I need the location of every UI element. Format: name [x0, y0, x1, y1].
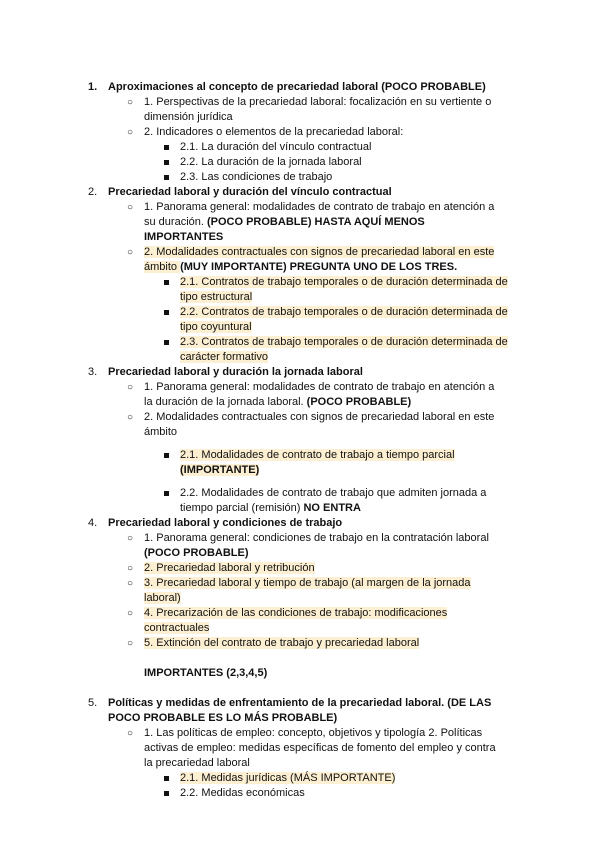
section-title: Políticas y medidas de enfrentamiento de la precariedad laboral. (DE LAS POCO PROBABLE ES LO MÁS PROBABLE): [108, 697, 492, 724]
section-title: Precariedad laboral y duración la jornada laboral: [108, 366, 363, 378]
section-title: Precariedad laboral y duración del vínculo contractual: [108, 186, 392, 198]
square-bullet-icon: [164, 791, 169, 796]
list-subitem: [0, 786, 600, 801]
item-text: 4. Precarización de las condiciones de trabajo: modificaciones contractuales: [144, 607, 448, 634]
important-note: IMPORTANTES (2,3,4,5): [144, 667, 268, 679]
list-item-highlighted: [0, 636, 600, 651]
section-1-heading: [0, 80, 600, 95]
item-note: (IMPORTANTE): [180, 464, 260, 476]
item-text: 2.3. Contratos de trabajo temporales o de duración determinada de carácter formativo: [180, 336, 508, 363]
item-text: 2.1. Modalidades de contrato de trabajo a tiempo parcial: [180, 449, 455, 461]
square-bullet-icon: [164, 491, 169, 496]
circle-bullet-icon: ○: [127, 563, 134, 574]
list-subitem: [0, 155, 600, 170]
list-subitem: [0, 140, 600, 155]
item-text: 1. Panorama general: modalidades de contrato de trabajo en atención a la duración de la jornada laboral.: [144, 381, 495, 408]
list-item-highlighted: [0, 561, 600, 576]
list-subitem: [0, 486, 600, 516]
section-number: 4.: [88, 517, 98, 529]
square-bullet-icon: [164, 453, 169, 458]
item-text: 2.1. Contratos de trabajo temporales o de duración determinada de tipo estructural: [180, 276, 508, 303]
item-text: 2.1. Medidas jurídicas (MÁS IMPORTANTE): [180, 772, 396, 784]
list-subitem-highlighted: [0, 305, 600, 335]
list-item: [0, 200, 600, 245]
item-text: 2. Modalidades contractuales con signos de precariedad laboral en este ámbito: [144, 246, 495, 273]
list-subitem-highlighted: [0, 335, 600, 365]
circle-bullet-icon: ○: [127, 127, 134, 138]
square-bullet-icon: [164, 310, 169, 315]
section-2-heading: [0, 185, 600, 200]
list-item: [0, 410, 600, 440]
list-subitem-highlighted: [0, 275, 600, 305]
square-bullet-icon: [164, 145, 169, 150]
circle-bullet-icon: ○: [127, 97, 134, 108]
section-number: 3.: [88, 366, 98, 378]
circle-bullet-icon: ○: [127, 247, 134, 258]
item-note: (MUY IMPORTANTE) PREGUNTA UNO DE LOS TRES.: [180, 261, 458, 273]
circle-bullet-icon: ○: [127, 382, 134, 393]
section-4-heading: [0, 516, 600, 531]
item-text: 2.2. Contratos de trabajo temporales o de duración determinada de tipo coyuntural: [180, 306, 508, 333]
section-title: Precariedad laboral y condiciones de trabajo: [108, 517, 343, 529]
item-text: 5. Extinción del contrato de trabajo y precariedad laboral: [144, 637, 420, 649]
square-bullet-icon: [164, 280, 169, 285]
outline: [0, 80, 600, 801]
item-text: 1. Panorama general: modalidades de contrato de trabajo en atención a su duración.: [144, 201, 495, 228]
item-text: 1. Las políticas de empleo: concepto, objetivos y tipología 2. Políticas activas de empleo: medidas específicas de fomento del empleo y contra la precariedad laboral: [144, 727, 496, 769]
list-item-highlighted: [0, 245, 600, 275]
section-title: Aproximaciones al concepto de precariedad laboral (POCO PROBABLE): [108, 81, 486, 93]
item-text: 2. Precariedad laboral y retribución: [144, 562, 315, 574]
spacer: [0, 681, 600, 696]
item-text: 3. Precariedad laboral y tiempo de trabajo (al margen de la jornada laboral): [144, 577, 471, 604]
list-item: [0, 125, 600, 140]
list-item-highlighted: [0, 576, 600, 606]
square-bullet-icon: [164, 340, 169, 345]
section-5-heading: [0, 696, 600, 726]
item-text: 2.3. Las condiciones de trabajo: [180, 171, 333, 183]
circle-bullet-icon: ○: [127, 638, 134, 649]
spacer: [0, 651, 600, 666]
item-text: 2. Indicadores o elementos de la precariedad laboral:: [144, 126, 404, 138]
circle-bullet-icon: ○: [127, 728, 134, 739]
list-item: [0, 95, 600, 125]
list-item-highlighted: [0, 606, 600, 636]
section-number: 1.: [88, 81, 98, 93]
item-text: 2. Modalidades contractuales con signos de precariedad laboral en este ámbito: [144, 411, 495, 438]
item-text: 2.2. La duración de la jornada laboral: [180, 156, 362, 168]
square-bullet-icon: [164, 776, 169, 781]
square-bullet-icon: [164, 160, 169, 165]
section-number: 5.: [88, 697, 98, 709]
item-text: 2.1. La duración del vínculo contractual: [180, 141, 372, 153]
list-item: [0, 531, 600, 561]
item-note: (POCO PROBABLE): [306, 396, 412, 408]
item-note: NO ENTRA: [303, 502, 361, 514]
list-item: [0, 726, 600, 771]
circle-bullet-icon: ○: [127, 608, 134, 619]
circle-bullet-icon: ○: [127, 202, 134, 213]
square-bullet-icon: [164, 175, 169, 180]
item-text: 2.2. Modalidades de contrato de trabajo que admiten jornada a tiempo parcial (remisión): [180, 487, 487, 514]
list-subitem-highlighted: [0, 448, 600, 478]
list-subitem-highlighted: [0, 771, 600, 786]
list-subitem: [0, 170, 600, 185]
circle-bullet-icon: ○: [127, 578, 134, 589]
item-note: (POCO PROBABLE): [144, 547, 249, 559]
circle-bullet-icon: ○: [127, 533, 134, 544]
item-text: 2.2. Medidas económicas: [180, 787, 305, 799]
circle-bullet-icon: ○: [127, 412, 134, 423]
list-item: [0, 380, 600, 410]
item-text: 1. Panorama general: condiciones de trabajo en la contratación laboral: [144, 532, 489, 544]
item-note: (POCO PROBABLE) HASTA AQUÍ MENOS IMPORTANTES: [144, 216, 425, 243]
item-text: 1. Perspectivas de la precariedad laboral: focalización en su vertiente o dimensión jurídica: [144, 96, 492, 123]
section-3-heading: [0, 365, 600, 380]
section-number: 2.: [88, 186, 98, 198]
